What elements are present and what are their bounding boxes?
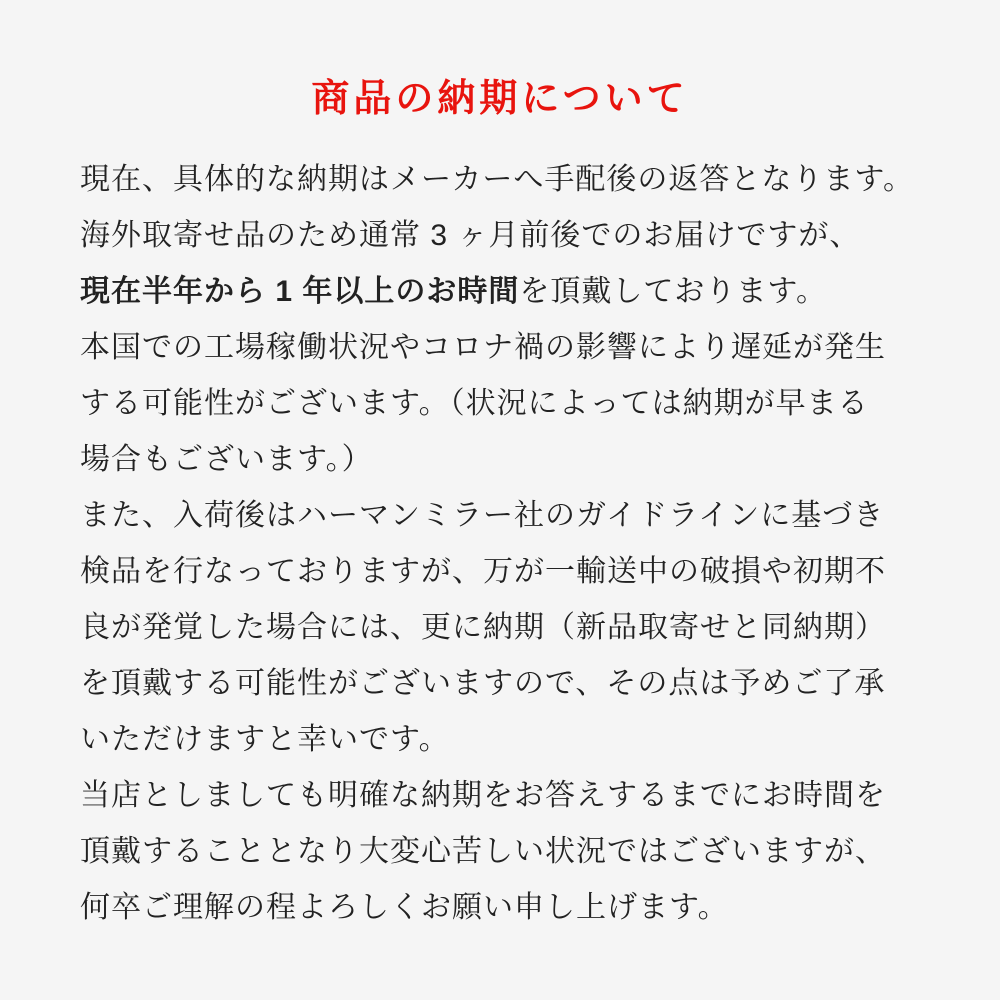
- body-line-text: 検品を行なっておりますが、万が一輸送中の破損や初期不: [80, 555, 886, 588]
- body-line-text: いただけますと幸いです。: [80, 723, 450, 756]
- body-line: [80, 768, 930, 824]
- body-line-text: 場合もございます。）: [80, 443, 373, 476]
- body-line-text: する可能性がございます。（状況によっては納期が早まる: [80, 387, 869, 420]
- body-line-bold-segment: 現在半年から 1 年以上のお時間: [80, 275, 520, 308]
- body-line-text: を頂戴しております。: [519, 275, 827, 308]
- page-title: 商品の納期について: [311, 78, 689, 120]
- body-line-text: 現在、具体的な納期はメーカーへ手配後の返答となります。: [80, 163, 914, 196]
- body-line: [80, 880, 930, 936]
- body-line: [80, 488, 930, 544]
- body-line-text: 良が発覚した場合には、更に納期（新品取寄せと同納期）: [80, 611, 886, 644]
- body-line-text: 本国での工場稼働状況やコロナ禍の影響により遅延が発生: [80, 331, 886, 364]
- body-line: [80, 208, 930, 264]
- body-line-text: を頂戴する可能性がございますので、その点は予めご了承: [80, 667, 886, 700]
- body-line: [80, 376, 930, 432]
- body-line: [80, 600, 930, 656]
- body-line: [80, 712, 930, 768]
- body-line-text: また、入荷後はハーマンミラー社のガイドラインに基づき: [80, 499, 885, 532]
- body-line: [80, 264, 930, 320]
- body-line-text: 海外取寄せ品のため通常 3 ヶ月前後でのお届けですが、: [80, 219, 861, 252]
- body-line-text: 何卒ご理解の程よろしくお願い申し上げます。: [80, 891, 729, 924]
- body-line-text: 頂戴することとなり大変心苦しい状況ではございますが、: [80, 835, 886, 868]
- body-line: [80, 152, 930, 208]
- body-line: [80, 544, 930, 600]
- body-line: [80, 656, 930, 712]
- body-line: [80, 320, 930, 376]
- body-line-text: 当店としましても明確な納期をお答えするまでにお時間を: [80, 779, 886, 812]
- body-line: [80, 432, 930, 488]
- notice-body: [0, 152, 1000, 936]
- body-line: [80, 824, 930, 880]
